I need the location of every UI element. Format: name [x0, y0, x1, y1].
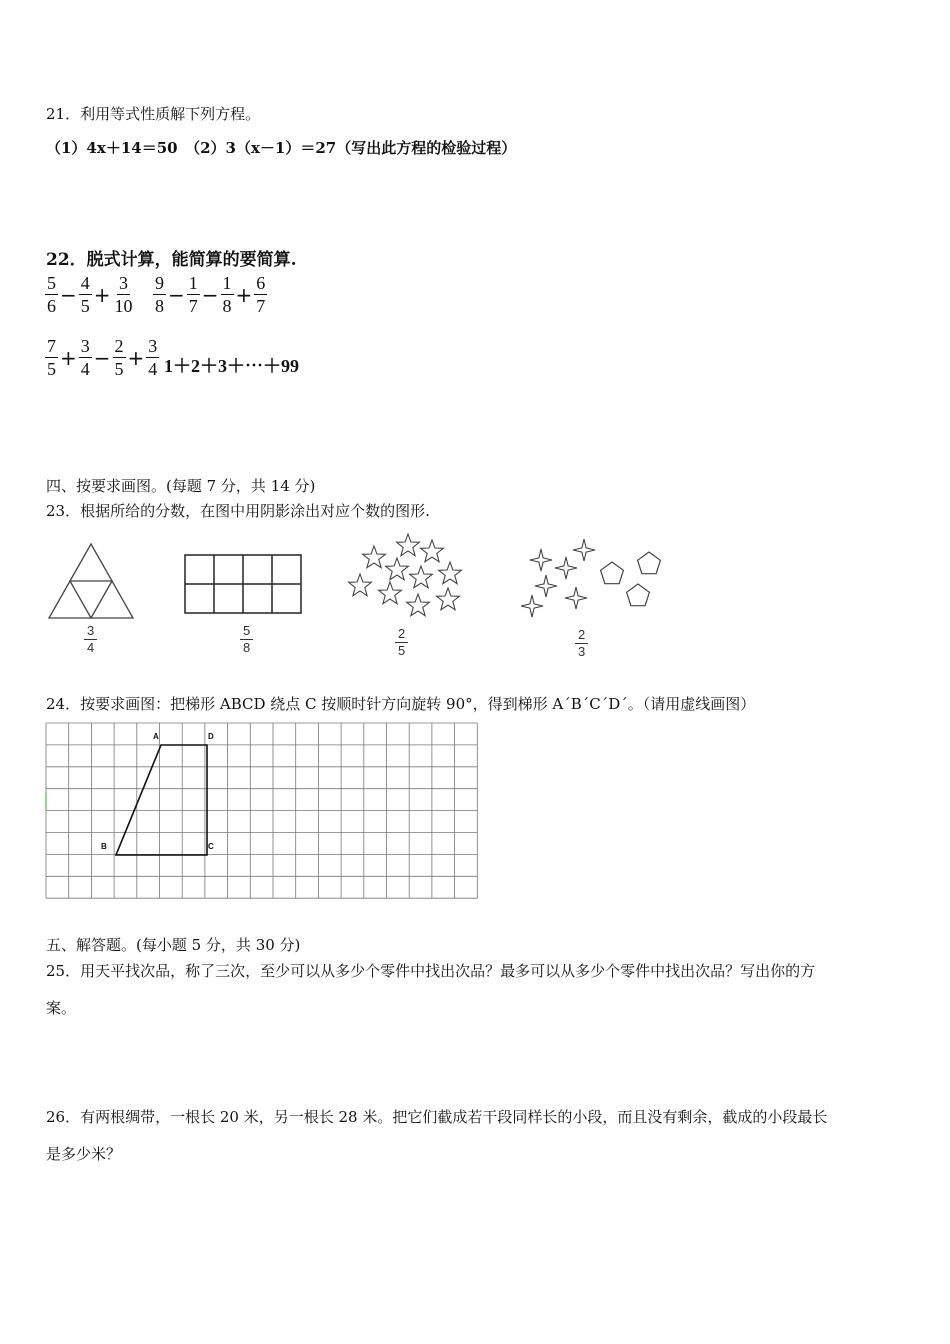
q24-title: 24．按要求画图：把梯形 ABCD 绕点 C 按顺时针方向旋转 90°，得到梯形 A´B´C´D´。（请用虚线画图） — [46, 695, 756, 713]
star-shape — [397, 534, 420, 556]
label-d: D — [208, 732, 214, 741]
pentagons-figure — [601, 552, 661, 606]
q22-expr-2: $\frac{9}{8}$ − $\frac{1}{7}$ − $\frac{1}{8}$ + $\frac{6}{7}$ — [155, 273, 266, 316]
q22-expr-1: $\frac{5}{6}$ − $\frac{4}{5}$ + $\frac{3}{10}$ — [47, 273, 133, 316]
pentagon-shape — [627, 584, 650, 606]
star-shape — [437, 588, 460, 610]
star-shape — [407, 594, 430, 616]
q25-line-2: 案。 — [46, 999, 77, 1017]
sparkles-figure — [521, 539, 595, 617]
q26-line-2: 是多少米？ — [46, 1145, 122, 1163]
q23-fraction-1: 3 4 — [84, 624, 97, 655]
fraction: $\frac{2}{5}$ — [114, 336, 124, 379]
star-shape — [386, 558, 409, 580]
section-4-heading: 四、按要求画图。(每题 7 分，共 14 分) — [46, 477, 316, 495]
star-shape — [410, 566, 433, 588]
label-c: C — [208, 842, 214, 851]
q23-fraction-3: 2 5 — [395, 627, 408, 658]
label-a: A — [153, 732, 159, 741]
q22-expr-3: $\frac{7}{5}$ + $\frac{3}{4}$ − $\frac{2}{5}$ + $\frac{3}{4}$ — [47, 336, 158, 379]
q23-figures — [0, 530, 700, 630]
fraction: $\frac{1}{7}$ — [188, 273, 198, 316]
fraction: $\frac{4}{5}$ — [80, 273, 90, 316]
fraction: $\frac{7}{5}$ — [47, 336, 56, 379]
q25-line-1: 25．用天平找次品，称了三次，至少可以从多少个零件中找出次品？最多可以从多少个零件中找出次品？写出你的方 — [46, 962, 816, 980]
sparkle-shape — [521, 595, 543, 617]
q22-title: 22．脱式计算，能简算的要简算. — [46, 250, 297, 270]
q26-line-1: 26．有两根绸带，一根长 20 米，另一根长 28 米。把它们截成若干段同样长的小段，而且没有剩余，截成的小段最长 — [46, 1108, 828, 1126]
q21-title: 21．利用等式性质解下列方程。 — [46, 105, 261, 123]
fraction: $\frac{3}{4}$ — [148, 336, 158, 379]
q23-fraction-4: 2 3 — [575, 628, 588, 659]
star-shape — [439, 562, 462, 584]
fraction: $\frac{5}{6}$ — [47, 273, 56, 316]
trapezoid-abcd — [116, 745, 207, 855]
section-5-heading: 五、解答题。(每小题 5 分，共 30 分) — [46, 936, 301, 954]
pentagon-shape — [601, 562, 624, 584]
triangle-figure — [49, 544, 133, 618]
q24-grid — [44, 722, 480, 902]
sparkle-shape — [565, 587, 587, 609]
sparkle-shape — [573, 539, 595, 561]
pentagon-shape — [638, 552, 661, 574]
stars-figure — [349, 534, 462, 616]
fraction: $\frac{9}{8}$ — [155, 273, 164, 316]
star-shape — [349, 574, 372, 596]
sparkle-shape — [535, 575, 557, 597]
q22-expr-4: 1＋2＋3＋⋯＋99 — [164, 356, 299, 376]
star-shape — [379, 582, 402, 604]
q21-parts: （1）4x＋14＝50 （2）3（x－1）＝27（写出此方程的检验过程） — [46, 139, 517, 157]
fraction: $\frac{6}{7}$ — [256, 273, 266, 316]
sparkle-shape — [530, 549, 552, 571]
sparkle-shape — [555, 557, 577, 579]
star-shape — [363, 546, 386, 568]
fraction: $\frac{3}{10}$ — [114, 273, 133, 316]
label-b: B — [101, 842, 107, 851]
fraction: $\frac{3}{4}$ — [80, 336, 90, 379]
q23-fraction-2: 5 8 — [240, 624, 253, 655]
fraction: $\frac{1}{8}$ — [222, 273, 232, 316]
star-shape — [421, 540, 444, 562]
q23-title: 23．根据所给的分数，在图中用阴影涂出对应个数的图形. — [46, 502, 430, 520]
rectangle-grid-figure — [185, 555, 301, 613]
